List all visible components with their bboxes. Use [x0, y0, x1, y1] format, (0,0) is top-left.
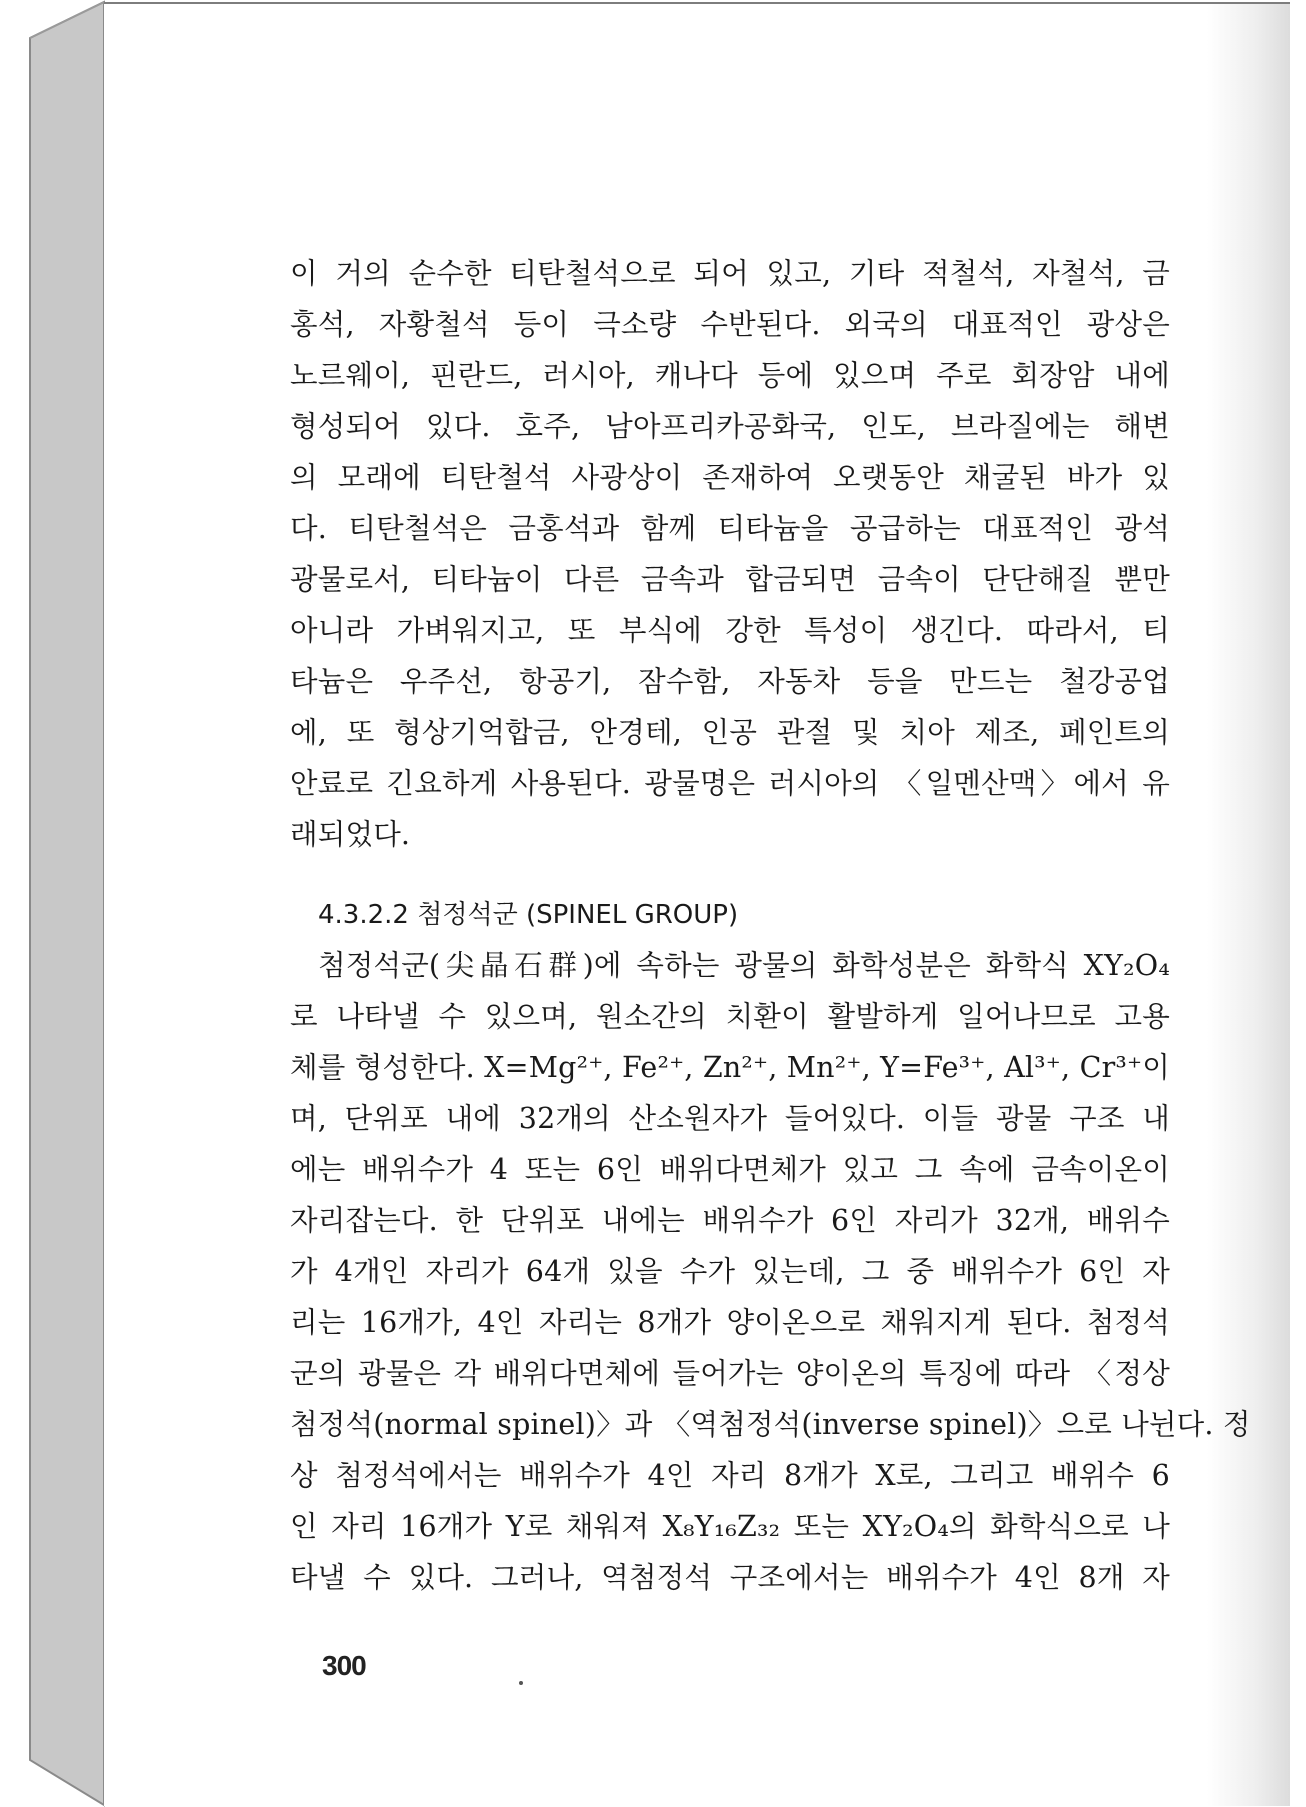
- text-line: 광물로서, 티타늄이 다른 금속과 합금되면 금속이 단단해질 뿐만: [290, 563, 1170, 596]
- text-line: 래되었다.: [290, 818, 411, 851]
- section-heading: 4.3.2.2 첨정석군 (SPINEL GROUP): [318, 900, 739, 930]
- text-line: 가 4개인 자리가 64개 있을 수가 있는데, 그 중 배위수가 6인 자: [290, 1255, 1170, 1288]
- text-line: 에는 배위수가 4 또는 6인 배위다면체가 있고 그 속에 금속이온이: [290, 1153, 1170, 1186]
- text-line: 의 모래에 티탄철석 사광상이 존재하여 오랫동안 채굴된 바가 있: [290, 461, 1170, 494]
- text-line: 홍석, 자황철석 등이 극소량 수반된다. 외국의 대표적인 광상은: [290, 308, 1170, 341]
- text-line: 로 나타낼 수 있으며, 원소간의 치환이 활발하게 일어나므로 고용: [290, 1000, 1170, 1033]
- text-line: 노르웨이, 핀란드, 러시아, 캐나다 등에 있으며 주로 회장암 내에: [290, 359, 1170, 392]
- text-line: 타낼 수 있다. 그러나, 역첨정석 구조에서는 배위수가 4인 8개 자: [290, 1561, 1170, 1594]
- text-line: 안료로 긴요하게 사용된다. 광물명은 러시아의 〈일멘산맥〉에서 유: [290, 767, 1170, 800]
- page-number: 300: [322, 1650, 366, 1681]
- text-line: 상 첨정석에서는 배위수가 4인 자리 8개가 X로, 그리고 배위수 6: [290, 1459, 1170, 1492]
- text-line: 체를 형성한다. X=Mg²⁺, Fe²⁺, Zn²⁺, Mn²⁺, Y=Fe³⁺, Al³⁺, Cr³⁺이: [290, 1051, 1170, 1084]
- scan-speck: [519, 1681, 523, 1685]
- text-line: 타늄은 우주선, 항공기, 잠수함, 자동차 등을 만드는 철강공업: [290, 665, 1170, 698]
- text-line: 이 거의 순수한 티탄철석으로 되어 있고, 기타 적철석, 자철석, 금: [290, 257, 1170, 290]
- paragraph-ilmenite: [290, 248, 1170, 860]
- text-line: 첨정석군(尖晶石群)에 속하는 광물의 화학성분은 화학식 XY₂O₄: [318, 949, 1170, 982]
- text-line: 형성되어 있다. 호주, 남아프리카공화국, 인도, 브라질에는 해변: [290, 410, 1170, 443]
- paragraph-spinel: [290, 940, 1251, 1603]
- text-line: 첨정석(normal spinel)〉과 〈역첨정석(inverse spinel)〉으로 나뉜다. 정: [290, 1408, 1251, 1441]
- text-line: 자리잡는다. 한 단위포 내에는 배위수가 6인 자리가 32개, 배위수: [290, 1204, 1170, 1237]
- text-line: 아니라 가벼워지고, 또 부식에 강한 특성이 생긴다. 따라서, 티: [290, 614, 1170, 647]
- text-line: 인 자리 16개가 Y로 채워져 X₈Y₁₆Z₃₂ 또는 XY₂O₄의 화학식으로 나: [290, 1510, 1170, 1543]
- text-line: 에, 또 형상기억합금, 안경테, 인공 관절 및 치아 제조, 페인트의: [290, 716, 1170, 749]
- text-line: 다. 티탄철석은 금홍석과 함께 티타늄을 공급하는 대표적인 광석: [290, 512, 1170, 545]
- text-line: 리는 16개가, 4인 자리는 8개가 양이온으로 채워지게 된다. 첨정석: [290, 1306, 1170, 1339]
- text-line: 군의 광물은 각 배위다면체에 들어가는 양이온의 특징에 따라 〈정상: [290, 1357, 1170, 1390]
- text-line: 며, 단위포 내에 32개의 산소원자가 들어있다. 이들 광물 구조 내: [290, 1102, 1170, 1135]
